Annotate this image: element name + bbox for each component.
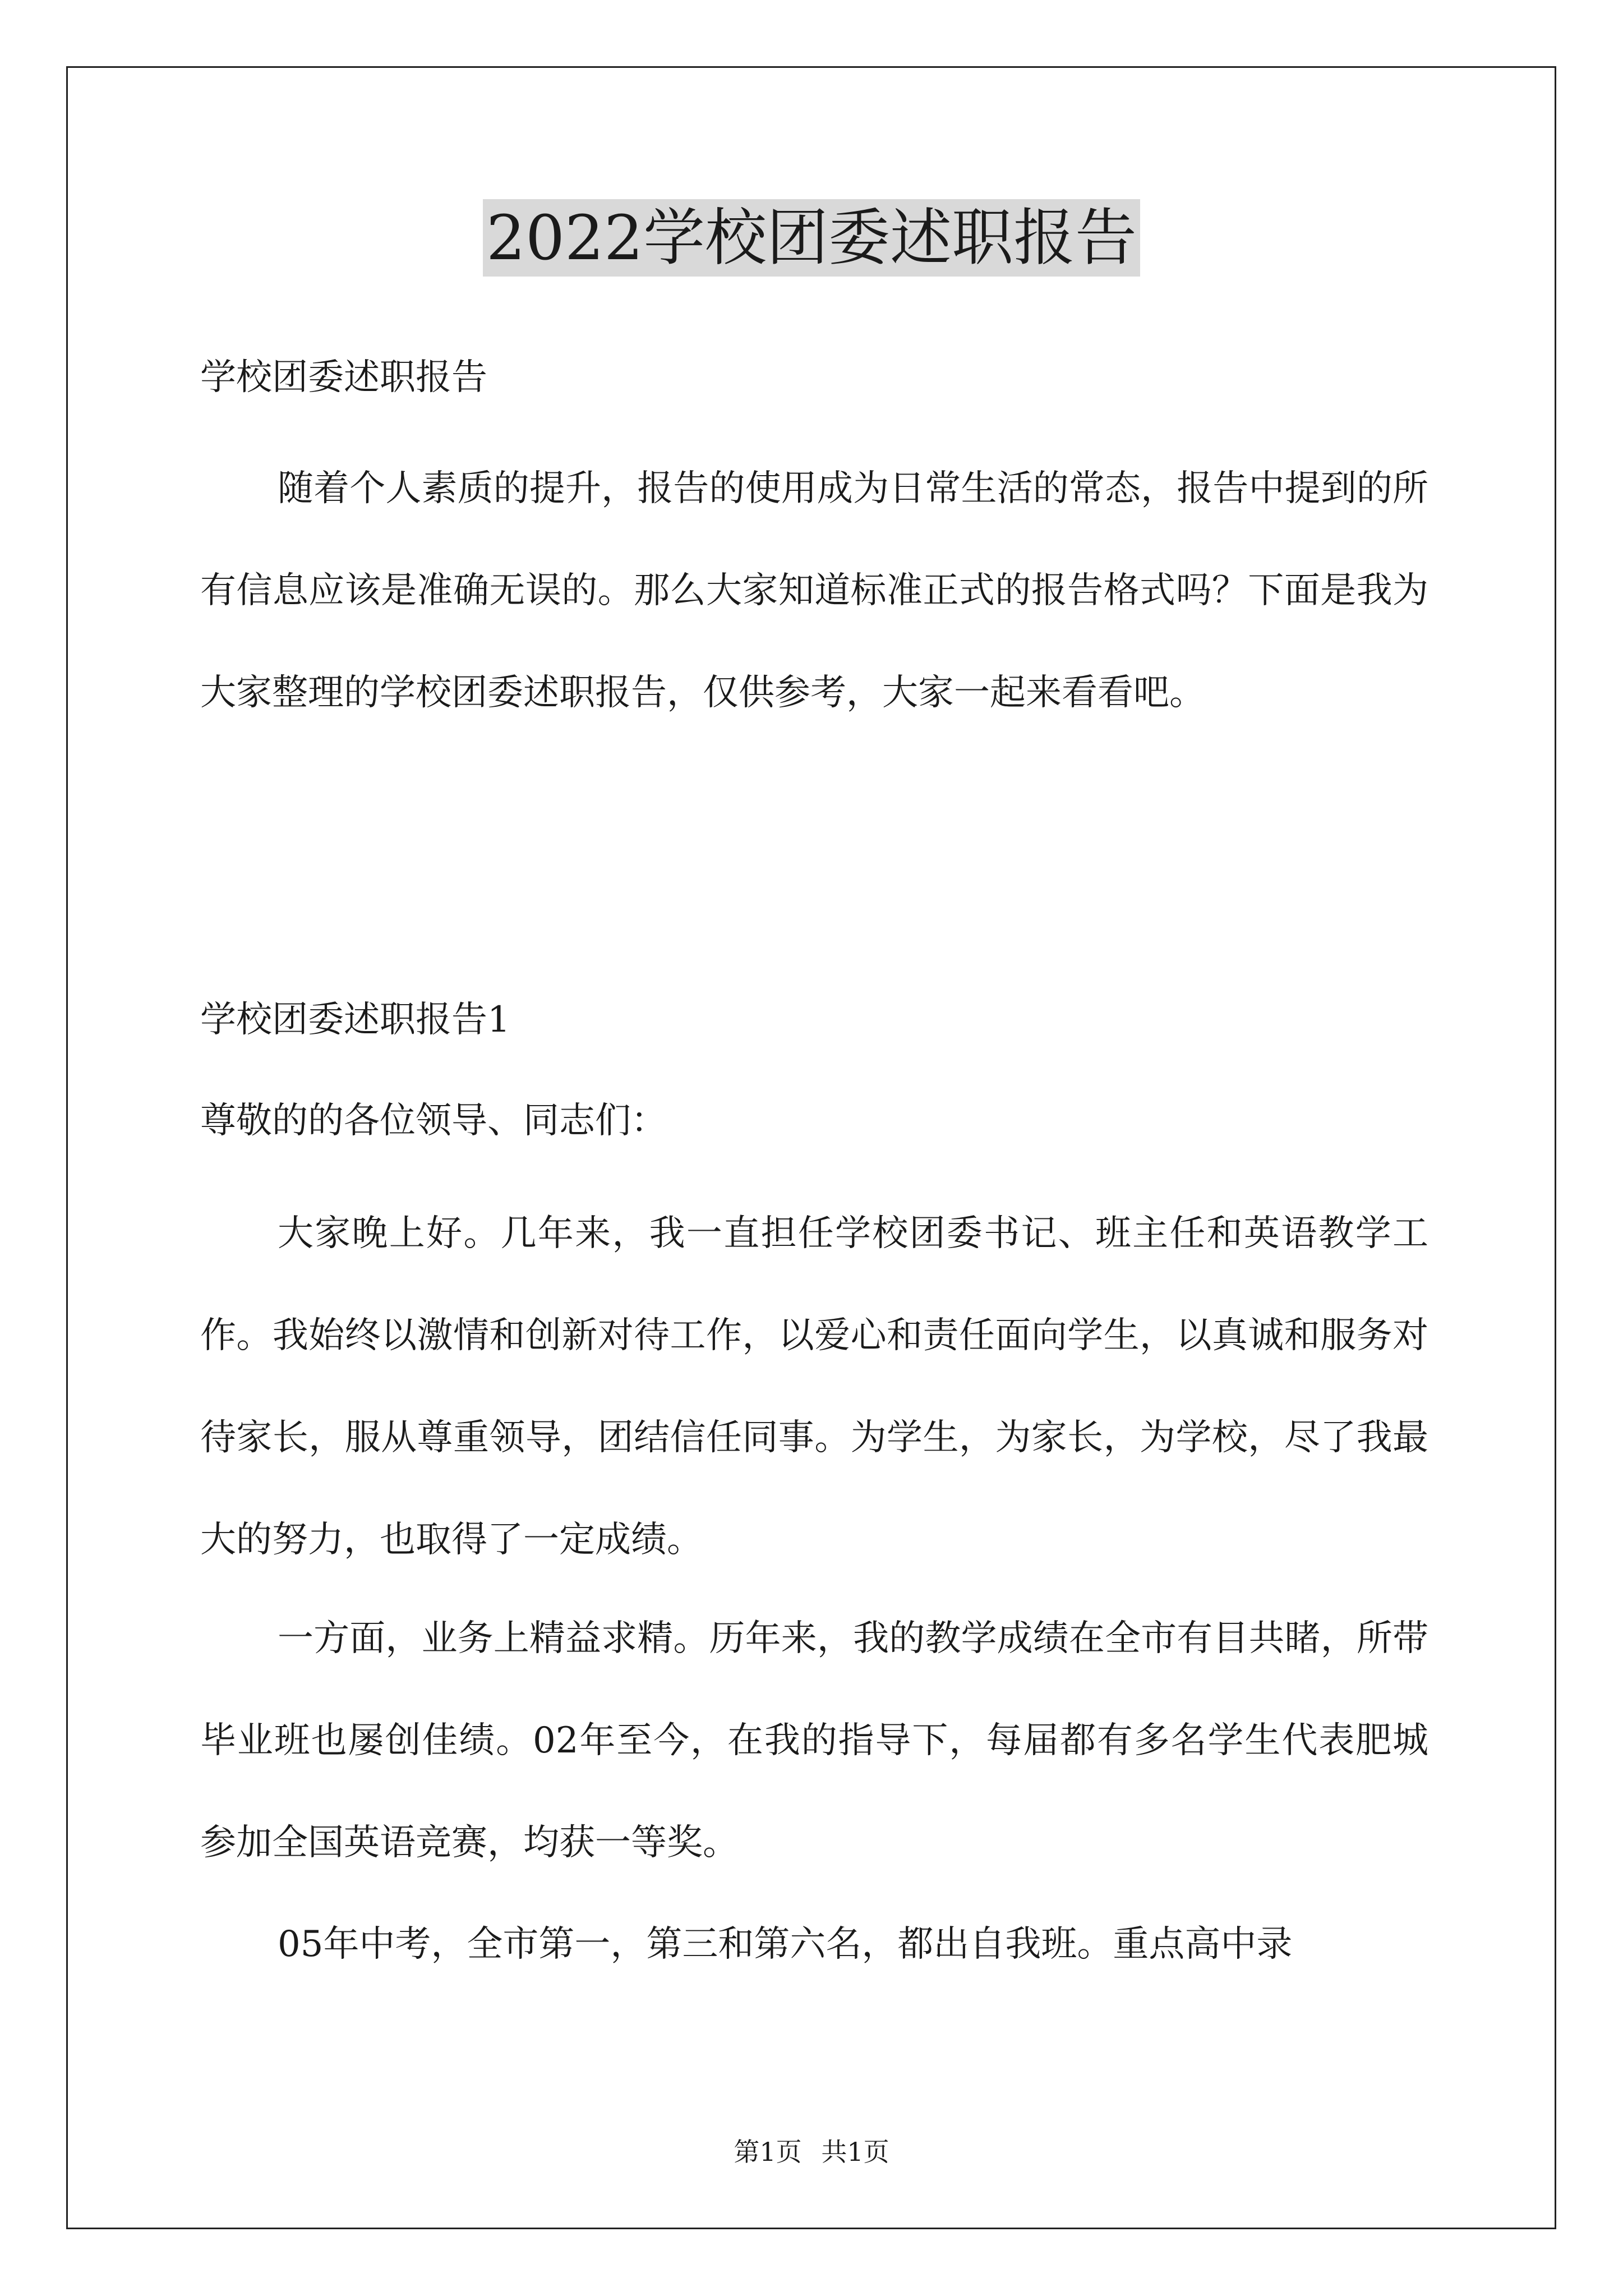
page-footer bbox=[0, 2132, 1623, 2169]
page-total: 共1页 bbox=[821, 2137, 889, 2167]
section-heading: 学校团委述职报告1 bbox=[200, 999, 510, 1041]
salutation: 尊敬的的各位领导、同志们： bbox=[200, 1100, 667, 1142]
body-paragraph: 一方面，业务上精益求精。历年来，我的教学成绩在全市有目共睹，所带毕业班也屡创佳绩。02年至今，在我的指导下，每届都有多名学生代表肥城参加全国英语竞赛，均获一等奖。 bbox=[200, 1618, 1428, 1864]
page-number: 第1页 bbox=[734, 2137, 802, 2167]
title-container bbox=[0, 199, 1623, 277]
document-subtitle: 学校团委述职报告 bbox=[200, 357, 487, 398]
body-paragraph: 大家晚上好。几年来，我一直担任学校团委书记、班主任和英语教学工作。我始终以激情和创新对待工作，以爱心和责任面向学生，以真诚和服务对待家长，服从尊重领导，团结信任同事。为学生，为家长，为学校，尽了我最大的努力，也取得了一定成绩。 bbox=[200, 1213, 1428, 1561]
document-title: 2022学校团委述职报告 bbox=[483, 199, 1140, 277]
body-paragraph: 05年中考，全市第一，第三和第六名，都出自我班。重点高中录 bbox=[278, 1924, 1293, 1965]
intro-paragraph: 随着个人素质的提升，报告的使用成为日常生活的常态，报告中提到的所有信息应该是准确无误的。那么大家知道标准正式的报告格式吗？下面是我为大家整理的学校团委述职报告，仅供参考，大家一起来看看吧。 bbox=[200, 468, 1428, 714]
